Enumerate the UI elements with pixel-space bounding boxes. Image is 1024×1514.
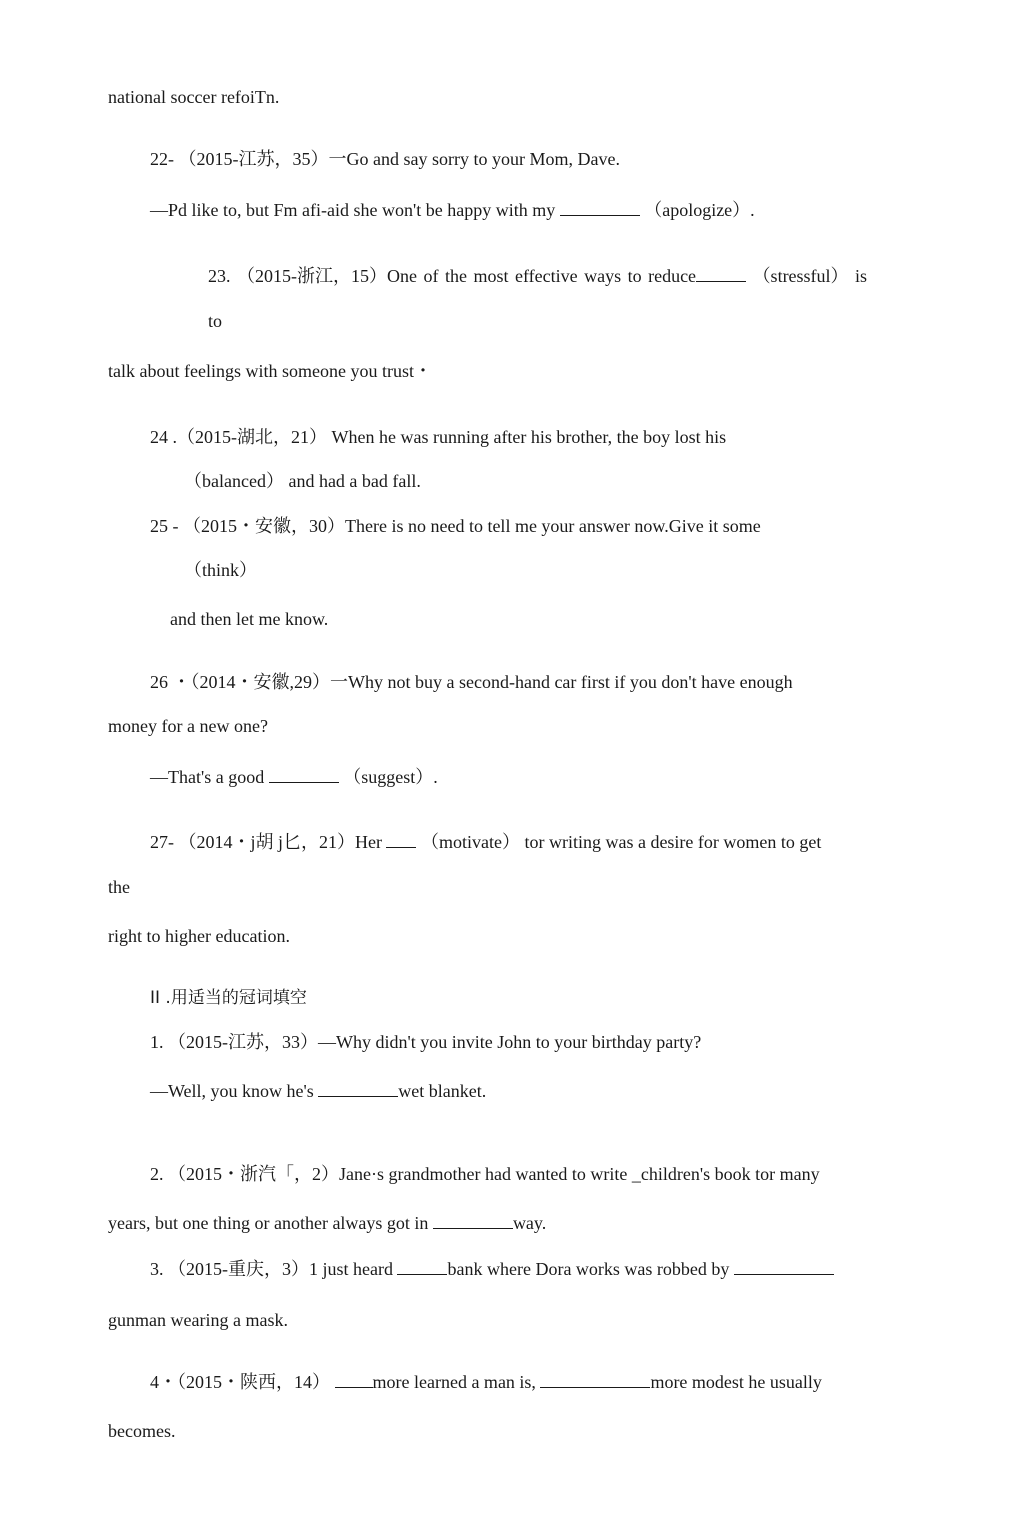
answer-blank (335, 1371, 373, 1388)
text-span: 27- （2014・j胡 j匕，21）Her (150, 832, 387, 852)
question-27 (150, 831, 821, 853)
answer-blank (269, 766, 339, 783)
article-question-2: 2. （2015・浙汽「，2）Jane·s grandmother had wanted to write _children's book tor many (150, 1164, 820, 1184)
text-line: （balanced） and had a bad fall. (184, 471, 421, 491)
text-span: —Pd like to, but Fm afi-aid she won't be happy with my (150, 200, 560, 220)
article-question-3 (150, 1258, 834, 1280)
article-question-1-answer (150, 1080, 486, 1102)
question-25: 25 - （2015・安徽，30）There is no need to tell me your answer now.Give it some (150, 516, 761, 536)
answer-blank (696, 265, 746, 282)
text-span: 4・（2015・陕西，14） (150, 1372, 335, 1392)
answer-blank (318, 1080, 398, 1097)
text-line: to (208, 311, 223, 331)
text-span: （apologize）. (644, 200, 755, 220)
text-span: —That's a good (150, 767, 269, 787)
text-line (108, 1212, 546, 1234)
text-line: money for a new one? (108, 716, 268, 736)
question-26: 26 ・（2014・安徽,29）一Why not buy a second-hand car first if you don't have enough (150, 672, 793, 692)
text-span: —Well, you know he's (150, 1081, 319, 1101)
text-span: more learned a man is, (372, 1372, 541, 1392)
answer-blank (433, 1212, 513, 1229)
text-span: way. (512, 1213, 547, 1233)
text-span: bank where Dora works was robbed by (447, 1259, 734, 1279)
text-span: （suggest）. (343, 767, 438, 787)
question-22-answer (150, 199, 755, 221)
answer-blank (734, 1258, 834, 1275)
text-line: becomes. (108, 1421, 176, 1441)
answer-blank (386, 831, 416, 848)
text-line: the (108, 877, 130, 897)
article-question-4 (150, 1371, 822, 1393)
text-span: years, but one thing or another always got in (108, 1213, 433, 1233)
text-span: more modest he usually (650, 1372, 822, 1392)
text-span: （stressful） is (752, 266, 868, 286)
question-26-answer (150, 766, 438, 788)
answer-blank (560, 199, 640, 216)
answer-blank (397, 1258, 447, 1275)
question-22: 22- （2015-江苏，35）一Go and say sorry to your Mom, Dave. (150, 149, 620, 169)
answer-blank (540, 1371, 650, 1388)
text-span: wet blanket. (398, 1081, 487, 1101)
article-question-1: 1. （2015-江苏，33）—Why didn't you invite John to your birthday party? (150, 1032, 702, 1052)
text-line: gunman wearing a mask. (108, 1310, 288, 1330)
section-heading: II .用适当的冠词填空 (150, 988, 307, 1008)
text-line: talk about feelings with someone you trust・ (108, 361, 432, 381)
question-24: 24 .（2015-湖北，21） When he was running after his brother, the boy lost his (150, 427, 727, 447)
text-line: （think） (184, 560, 258, 580)
text-line: right to higher education. (108, 926, 290, 946)
text-line: and then let me know. (170, 609, 329, 629)
text-span: 3. （2015-重庆，3）1 just heard (150, 1259, 398, 1279)
text-line: national soccer refoiTn. (108, 87, 280, 107)
question-23 (208, 265, 867, 287)
text-span: （motivate） tor writing was a desire for women to get (420, 832, 822, 852)
text-span: 23. （2015-浙江，15）One of the most effective ways to reduce (208, 266, 697, 286)
